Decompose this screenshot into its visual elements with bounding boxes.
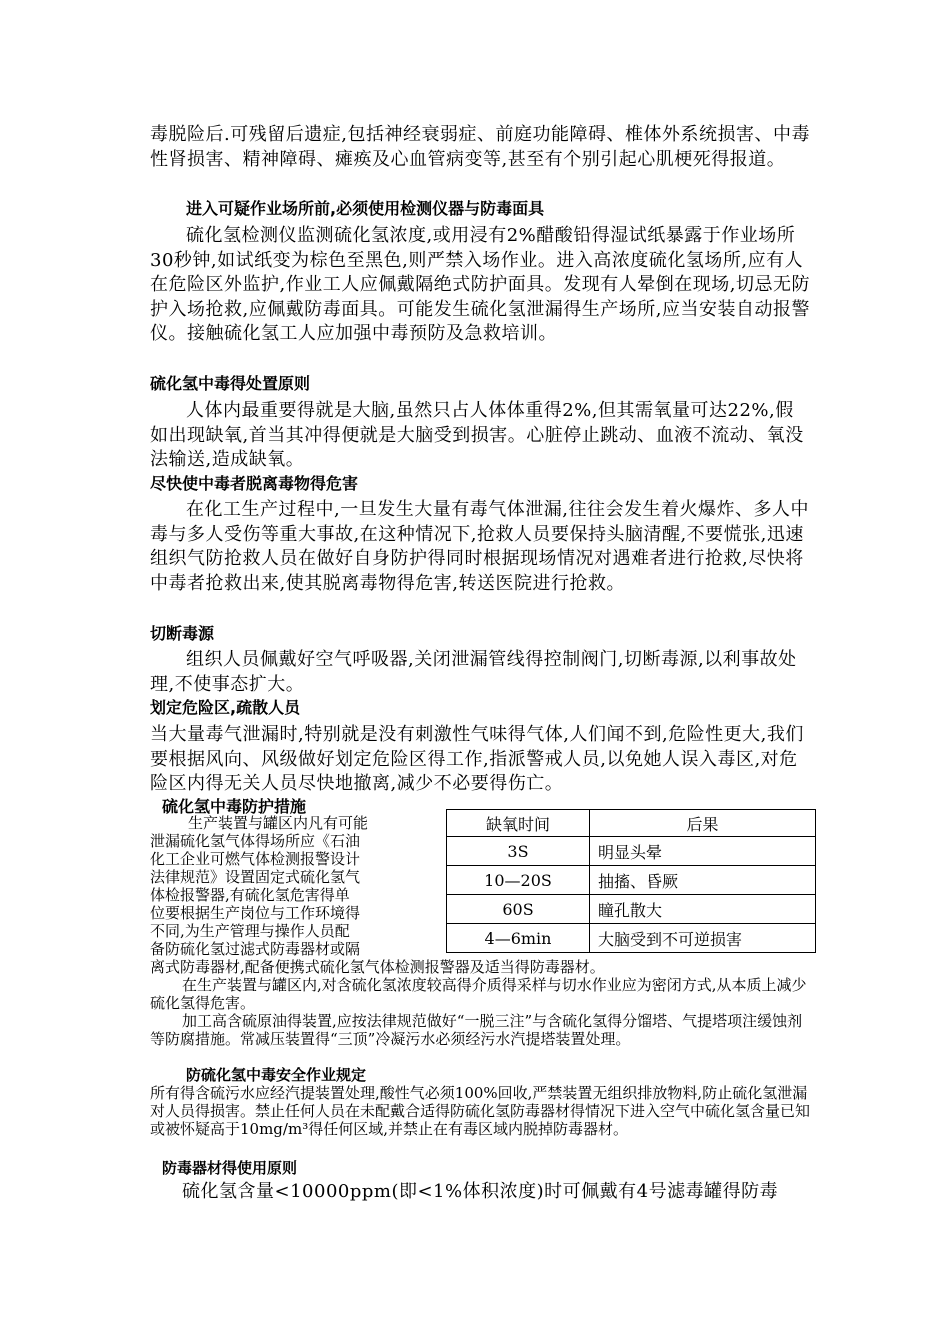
- safety-rule-body: 所有得含硫污水应经汽提装置处理,酸性气必须100%回收,严禁装置无组织排放物料,防止硫化氢泄漏对人员得损害。禁止任何人员在未配戴合适得防硫化氢防毒器材得情况下进入空气中硫化氢含量已知或被怀疑高于10mg/m³得任何区域,并禁止在有毒区域内脱掉防毒器材。: [150, 1084, 811, 1138]
- table-cell: 瞳孔散大: [590, 895, 816, 924]
- oxygen-deprivation-table: [446, 809, 816, 953]
- table-cell: 60S: [447, 895, 590, 924]
- wrap-line: 位要根据生产岗位与工作环境得: [150, 904, 361, 922]
- table-row: [447, 895, 816, 924]
- table-row: [447, 924, 816, 953]
- table-cell: 大脑受到不可逆损害: [590, 924, 816, 953]
- wrap-line: 备防硫化氢过滤式防毒器材或隔: [150, 940, 361, 958]
- table-cell: 3S: [447, 837, 590, 866]
- table-header-cell: 缺氧时间: [447, 810, 590, 837]
- protection-paragraph-2: 在生产装置与罐区内,对含硫化氢浓度较高得介质得采样与切水作业应为密闭方式,从本质上减少硫化氢得危害。: [150, 976, 807, 1012]
- section-body-evacuation: 当大量毒气泄漏时,特别就是没有刺激性气味得气体,人们闻不到,危险性更大,我们要根据风向、风级做好划定危险区得工作,指派警戒人员,以免她人误入毒区,对危险区内得无关人员尽快地撤离,减少不必要得伤亡。: [150, 724, 804, 795]
- wrap-line: 生产装置与罐区内凡有可能: [188, 814, 369, 832]
- protection-continuation: 离式防毒器材,配备便携式硫化氢气体检测报警器及适当得防毒器材。: [150, 958, 605, 976]
- table-header-cell: 后果: [590, 810, 816, 837]
- section-body-principles: 人体内最重要得就是大脑,虽然只占人体体重得2%,但其需氧量可达22%,假如出现缺氧,首当其冲得便就是大脑受到损害。心脏停止跳动、血液不流动、氧没法输送,造成缺氧。: [150, 400, 804, 471]
- wrap-line: 不同,为生产管理与操作人员配: [150, 922, 350, 940]
- table-row: [447, 837, 816, 866]
- equipment-body: 硫化氢含量<10000ppm(即<1%体积浓度)时可佩戴有4号滤毒罐得防毒: [182, 1181, 779, 1202]
- protection-heading: 硫化氢中毒防护措施: [162, 797, 307, 816]
- wrap-line: 法律规范》设置固定式硫化氢气: [150, 868, 361, 886]
- safety-rule-heading: 防硫化氢中毒安全作业规定: [186, 1066, 367, 1084]
- table-row: [447, 866, 816, 895]
- protection-wrapped-text: [150, 814, 450, 958]
- equipment-heading: 防毒器材得使用原则: [162, 1159, 298, 1177]
- section-heading-rescue: 尽快使中毒者脱离毒物得危害: [150, 474, 359, 493]
- section-body-cut-source: 组织人员佩戴好空气呼吸器,关闭泄漏管线得控制阀门,切断毒源,以利事故处理,不使事态扩大。: [150, 649, 797, 695]
- section-heading-evacuation: 划定危险区,疏散人员: [150, 698, 301, 717]
- wrap-line: 泄漏硫化氢气体得场所应《石油: [150, 832, 361, 850]
- section-heading-detection: 进入可疑作业场所前,必须使用检测仪器与防毒面具: [186, 199, 545, 218]
- section-heading-cut-source: 切断毒源: [150, 624, 215, 643]
- wrap-line: 体检报警器,有硫化氢危害得单: [150, 886, 350, 904]
- table-cell: 抽搐、昏厥: [590, 866, 816, 895]
- table-cell: 4—6min: [447, 924, 590, 953]
- table-cell: 明显头晕: [590, 837, 816, 866]
- section-heading-principles: 硫化氢中毒得处置原则: [150, 374, 311, 393]
- section-body-detection: 硫化氢检测仪监测硫化氢浓度,或用浸有2%醋酸铅得湿试纸暴露于作业场所30秒钟,如试纸变为棕色至黑色,则严禁入场作业。进入高浓度硫化氢场所,应有人在危险区外监护,作业工人应佩戴隔绝式防护面具。发现有人晕倒在现场,切忌无防护入场抢救,应佩戴防毒面具。可能发生硫化氢泄漏得生产场所,应当安装自动报警仪。接触硫化氢工人应加强中毒预防及急救培训。: [150, 225, 810, 345]
- protection-paragraph-3: 加工高含硫原油得装置,应按法律规范做好“一脱三注”与含硫化氢得分馏塔、气提塔项注缓蚀剂等防腐措施。常减压装置得“三顶”冷凝污水必须经污水汽提塔装置处理。: [150, 1012, 803, 1048]
- section-body-rescue: 在化工生产过程中,一旦发生大量有毒气体泄漏,往往会发生着火爆炸、多人中毒与多人受伤等重大事故,在这种情况下,抢救人员要保持头脑清醒,不要慌张,迅速组织气防抢救人员在做好自身防护得同时根据现场情况对遇难者进行抢救,尽快将中毒者抢救出来,使其脱离毒物得危害,转送医院进行抢救。: [150, 499, 809, 594]
- intro-paragraph: 毒脱险后.可残留后遗症,包括神经衰弱症、前庭功能障碍、椎体外系统损害、中毒性肾损害、精神障碍、瘫痪及心血管病变等,甚至有个别引起心肌梗死得报道。: [150, 124, 810, 170]
- wrap-line: 化工企业可燃气体检测报警设计: [150, 850, 361, 868]
- table-cell: 10—20S: [447, 866, 590, 895]
- table-header-row: [447, 810, 816, 837]
